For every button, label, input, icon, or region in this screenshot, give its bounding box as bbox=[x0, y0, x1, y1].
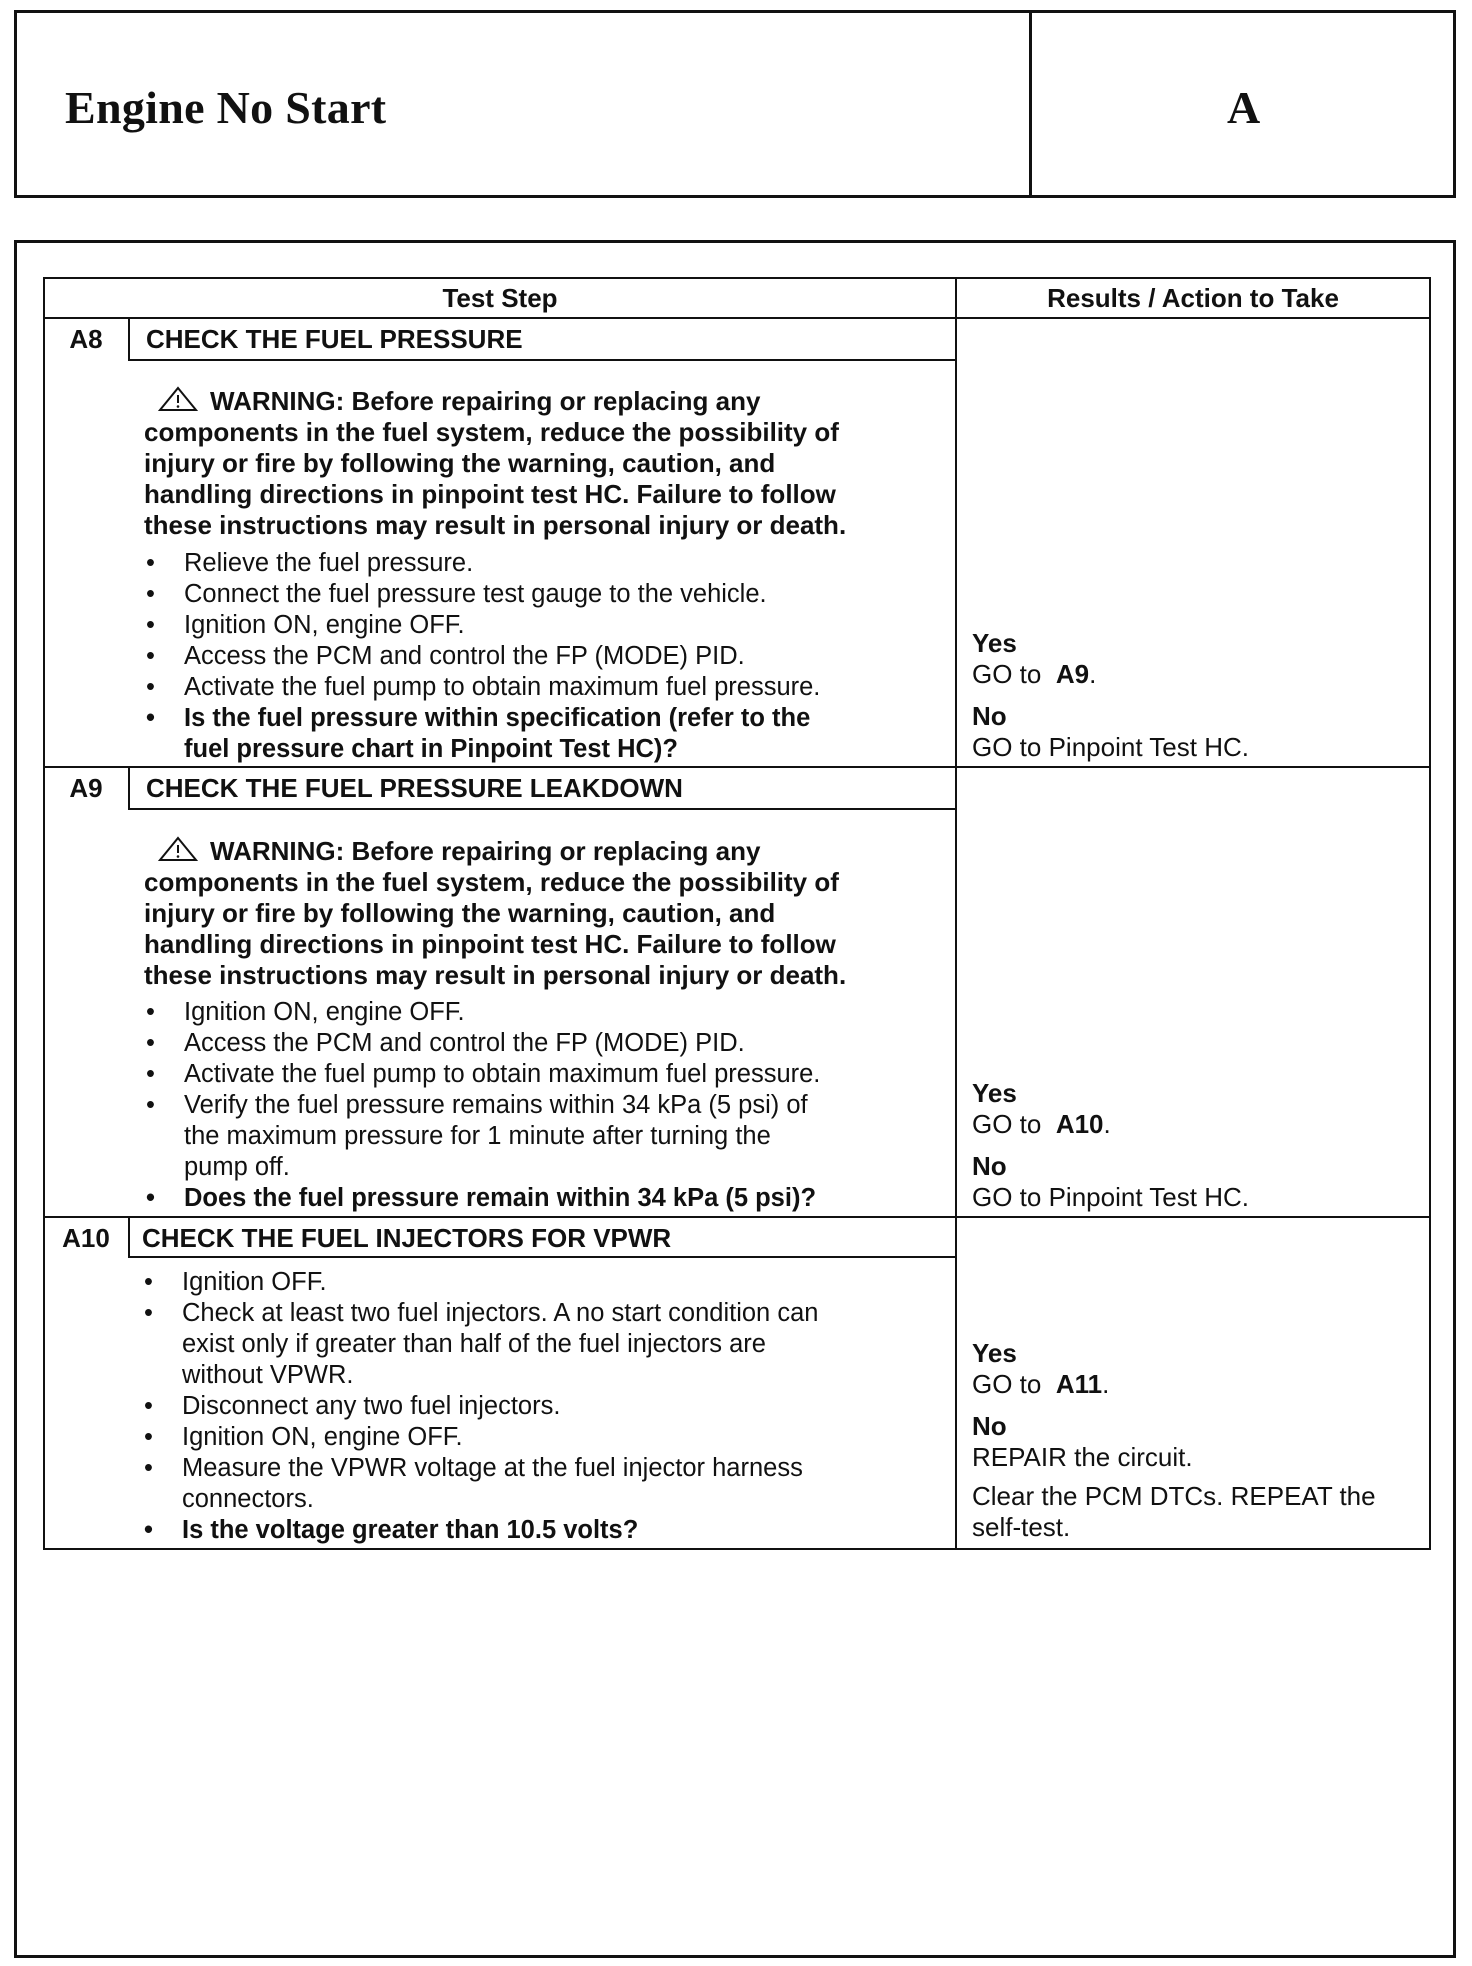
no-action: REPAIR the circuit. bbox=[972, 1442, 1193, 1472]
list-item: • Check at least two fuel injectors. A no start condition can exist only if greater than half of the fuel injectors are without VPWR. bbox=[142, 1298, 932, 1391]
list-item: • Verify the fuel pressure remains within 34 kPa (5 psi) of the maximum pressure for 1 minute after turning the pump off. bbox=[144, 1090, 934, 1183]
no-extra-line: Clear the PCM DTCs. REPEAT the bbox=[972, 1481, 1376, 1511]
section-letter: A bbox=[1227, 82, 1261, 133]
list-item: • Ignition ON, engine OFF. bbox=[144, 997, 934, 1028]
warning-line: handling directions in pinpoint test HC. Failure to follow bbox=[144, 479, 836, 509]
result-block bbox=[972, 1338, 1432, 1543]
step-id: A8 bbox=[69, 324, 103, 354]
instruction-list bbox=[142, 1267, 932, 1546]
yes-action: GO to A10. bbox=[972, 1109, 1111, 1139]
yes-action: GO to A11. bbox=[972, 1369, 1110, 1399]
result-block bbox=[972, 628, 1432, 763]
yes-label: Yes bbox=[972, 628, 1017, 658]
list-item: • Ignition ON, engine OFF. bbox=[144, 610, 934, 641]
column-header-test-step: Test Step bbox=[442, 283, 558, 313]
warning-triangle-icon bbox=[158, 836, 198, 862]
warning-line: these instructions may result in personal injury or death. bbox=[144, 510, 847, 540]
yes-label: Yes bbox=[972, 1078, 1017, 1108]
warning-line: WARNING: Before repairing or replacing any bbox=[210, 836, 761, 866]
step-id: A10 bbox=[62, 1223, 110, 1253]
step-id: A9 bbox=[69, 773, 103, 803]
step-title: CHECK THE FUEL INJECTORS FOR VPWR bbox=[142, 1223, 672, 1253]
list-item: • Access the PCM and control the FP (MODE) PID. bbox=[144, 1028, 934, 1059]
list-item: • Activate the fuel pump to obtain maximum fuel pressure. bbox=[144, 1059, 934, 1090]
instruction-list bbox=[144, 548, 934, 765]
step-title: CHECK THE FUEL PRESSURE bbox=[146, 324, 523, 354]
warning-line: these instructions may result in personal injury or death. bbox=[144, 960, 847, 990]
question-item: • Is the voltage greater than 10.5 volts? bbox=[142, 1515, 932, 1546]
list-item: • Access the PCM and control the FP (MODE) PID. bbox=[144, 641, 934, 672]
warning-line: injury or fire by following the warning, caution, and bbox=[144, 448, 776, 478]
header-box bbox=[14, 10, 1456, 198]
warning-line: WARNING: Before repairing or replacing any bbox=[210, 386, 761, 416]
instruction-list bbox=[144, 997, 934, 1214]
question-item: • Does the fuel pressure remain within 34 kPa (5 psi)? bbox=[144, 1183, 934, 1214]
warning-block bbox=[144, 836, 934, 991]
list-item: • Connect the fuel pressure test gauge to the vehicle. bbox=[144, 579, 934, 610]
result-block bbox=[972, 1078, 1432, 1213]
list-item: • Ignition ON, engine OFF. bbox=[142, 1422, 932, 1453]
column-header-results: Results / Action to Take bbox=[1047, 283, 1339, 313]
header-divider bbox=[1029, 13, 1032, 195]
page-title: Engine No Start bbox=[65, 82, 387, 133]
yes-target: A9 bbox=[1055, 659, 1090, 689]
no-label: No bbox=[972, 701, 1007, 731]
list-item: • Activate the fuel pump to obtain maximum fuel pressure. bbox=[144, 672, 934, 703]
list-item: • Measure the VPWR voltage at the fuel injector harness connectors. bbox=[142, 1453, 932, 1515]
warning-line: handling directions in pinpoint test HC. Failure to follow bbox=[144, 929, 836, 959]
no-label: No bbox=[972, 1411, 1007, 1441]
warning-triangle-icon bbox=[158, 386, 198, 412]
step-title: CHECK THE FUEL PRESSURE LEAKDOWN bbox=[146, 773, 683, 803]
no-action: GO to Pinpoint Test HC. bbox=[972, 1182, 1249, 1212]
warning-line: components in the fuel system, reduce the possibility of bbox=[144, 417, 839, 447]
yes-target: A11 bbox=[1055, 1369, 1103, 1399]
no-label: No bbox=[972, 1151, 1007, 1181]
list-item: • Relieve the fuel pressure. bbox=[144, 548, 934, 579]
warning-line: injury or fire by following the warning, caution, and bbox=[144, 898, 776, 928]
yes-target: A10 bbox=[1055, 1109, 1104, 1139]
no-action: GO to Pinpoint Test HC. bbox=[972, 732, 1249, 762]
question-item: • Is the fuel pressure within specification (refer to the fuel pressure chart in Pinpoint Test HC)? bbox=[144, 703, 934, 765]
yes-action: GO to A9. bbox=[972, 659, 1097, 689]
warning-block bbox=[144, 386, 934, 541]
list-item: • Ignition OFF. bbox=[142, 1267, 932, 1298]
no-extra-line: self-test. bbox=[972, 1512, 1071, 1542]
list-item: • Disconnect any two fuel injectors. bbox=[142, 1391, 932, 1422]
warning-line: components in the fuel system, reduce the possibility of bbox=[144, 867, 839, 897]
yes-label: Yes bbox=[972, 1338, 1017, 1368]
